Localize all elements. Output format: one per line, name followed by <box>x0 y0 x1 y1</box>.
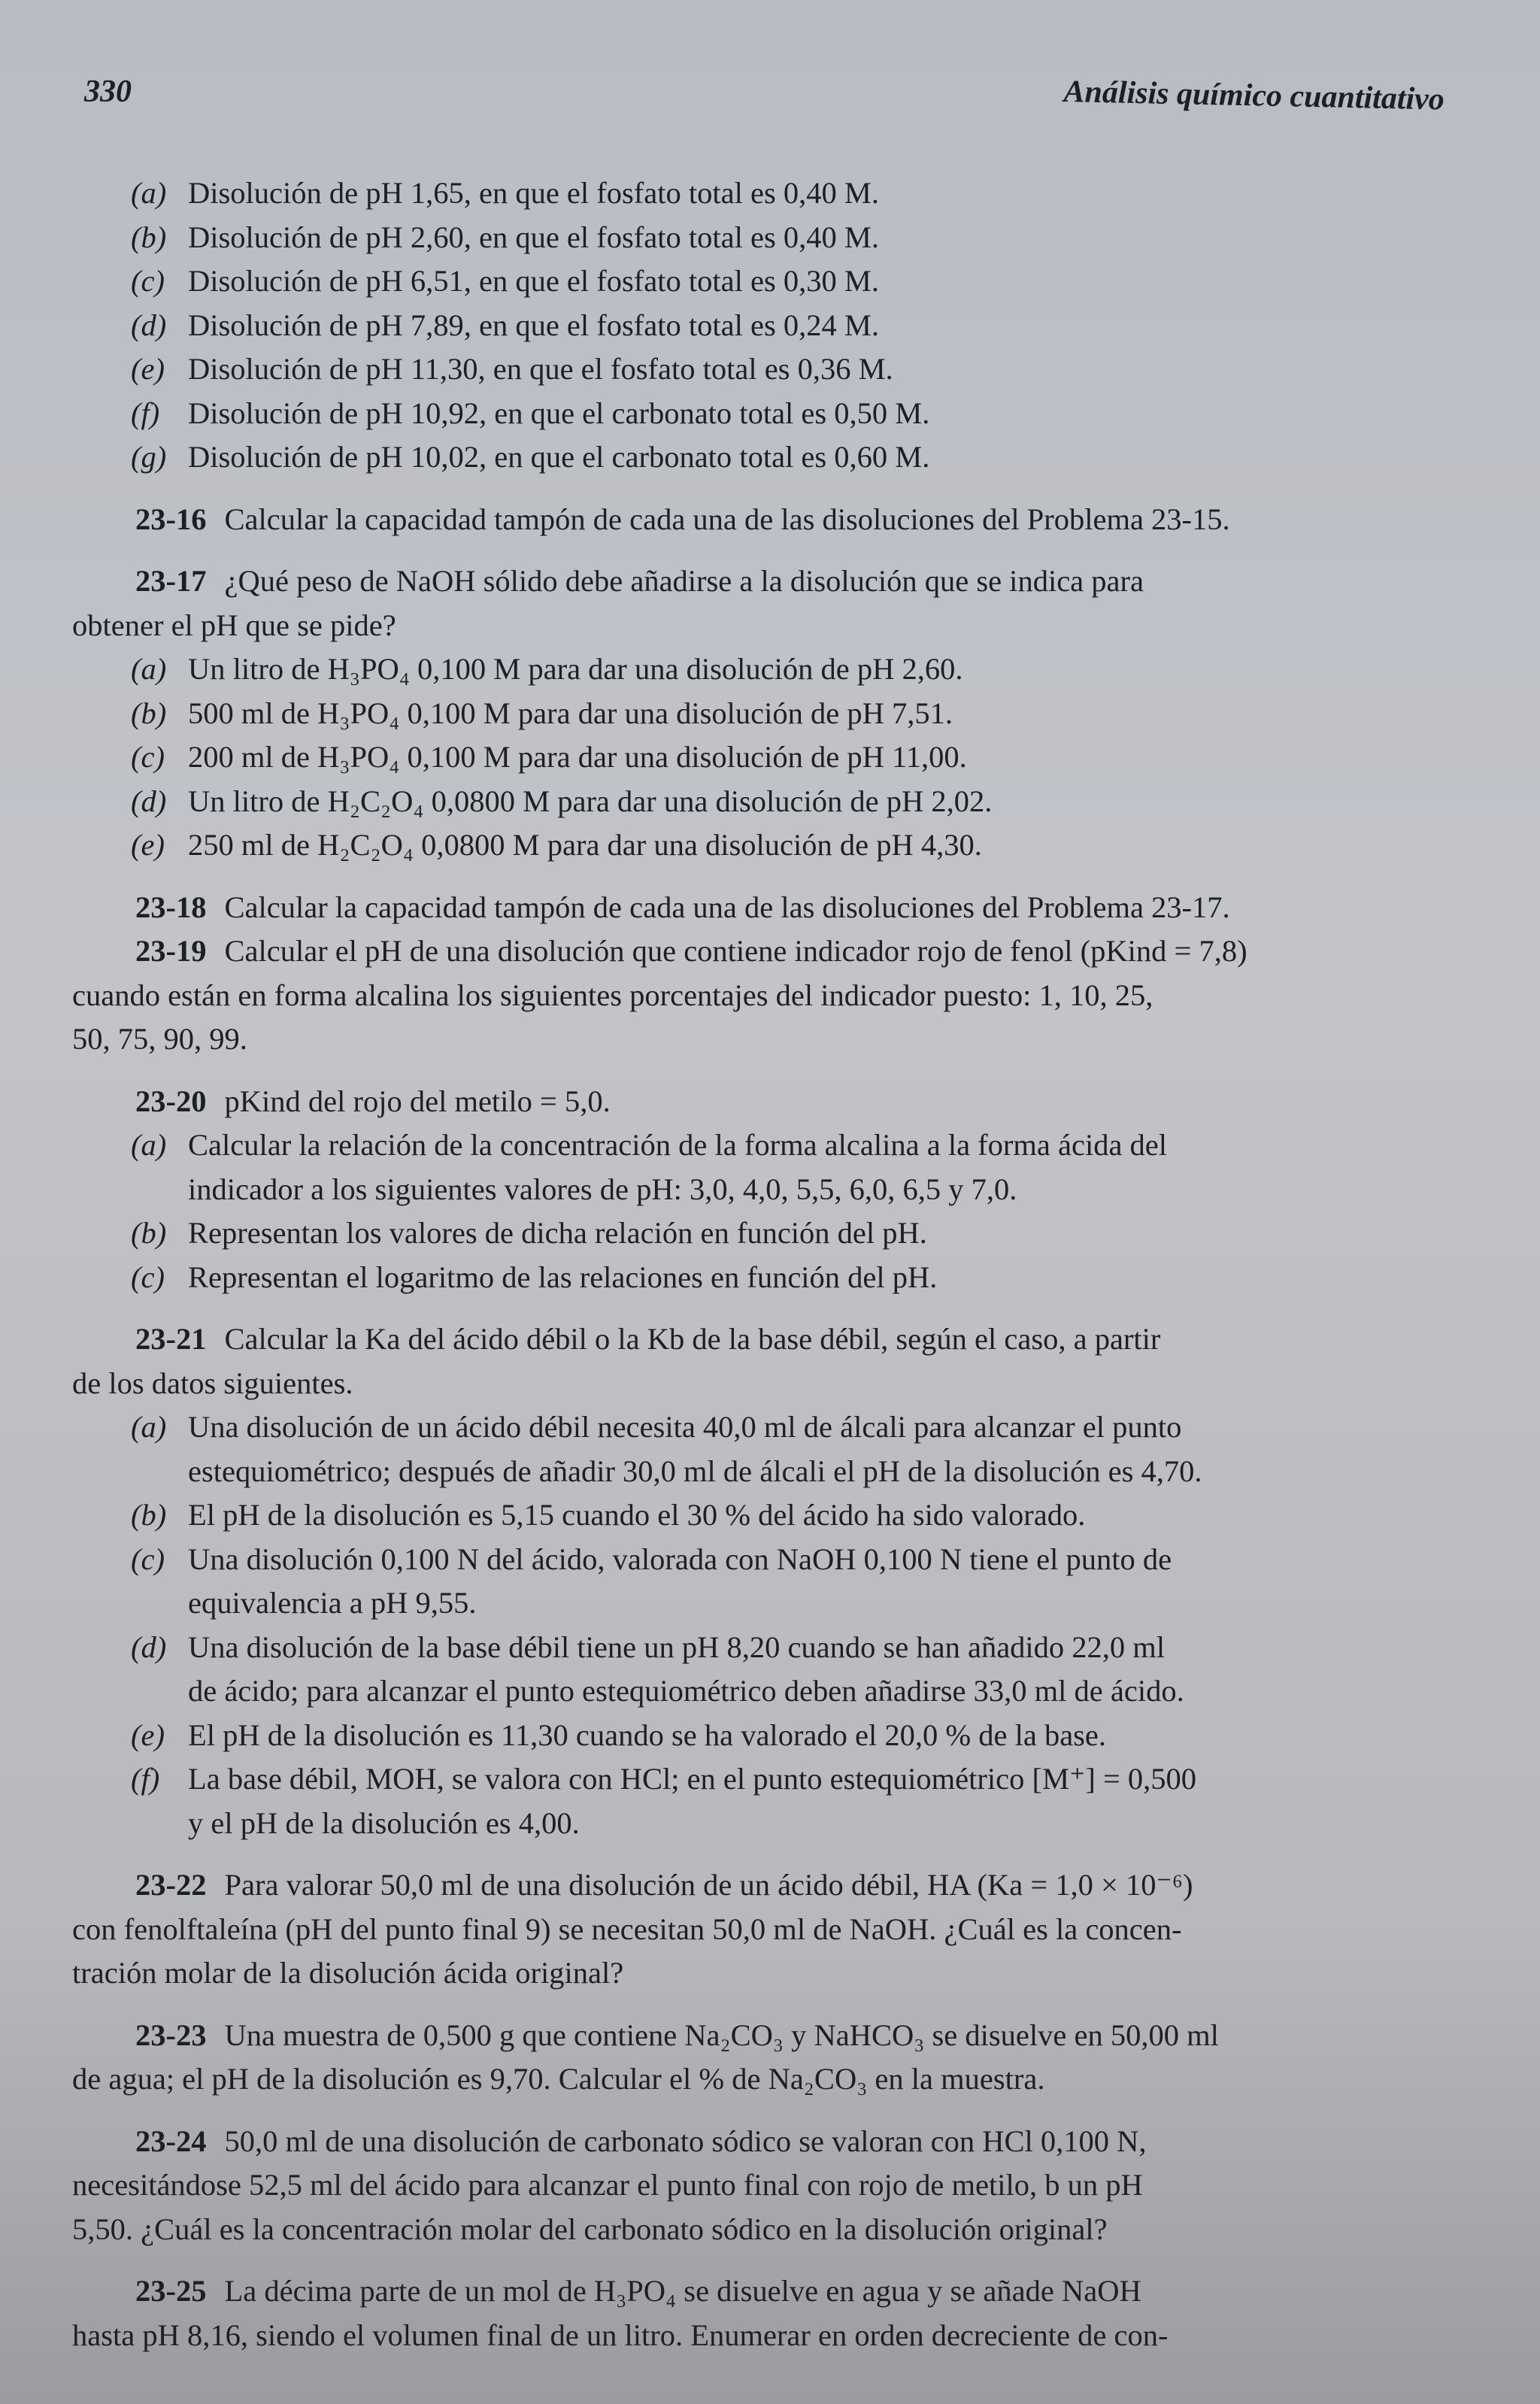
sub-item-label: (g) <box>131 440 167 474</box>
sub-item-line <box>72 1493 1493 1538</box>
problem-line <box>72 1317 1493 1362</box>
sub-item-line <box>72 435 1493 480</box>
sub-item-line <box>72 780 1493 824</box>
line-text: cuando están en forma alcalina los siguientes porcentajes del indicador puesto: 1, 10, 25, <box>72 978 1153 1012</box>
problem-number: 23-20 <box>135 1084 207 1118</box>
body-line <box>72 1017 1493 1062</box>
paragraph-gap <box>72 1996 1493 2014</box>
line-text: Una disolución de un ácido débil necesita 40,0 ml de álcali para alcanzar el punto <box>188 1410 1182 1444</box>
line-text: pKind del rojo del metilo = 5,0. <box>224 1084 611 1118</box>
line-text: 250 ml de H₂C₂O₄ 0,0800 M para dar una disolución de pH 4,30. <box>188 828 982 862</box>
line-text: 50, 75, 90, 99. <box>72 1022 247 1056</box>
line-text: indicador a los siguientes valores de pH: 3,0, 4,0, 5,5, 6,0, 6,5 y 7,0. <box>188 1172 1017 1206</box>
continuation-line <box>72 1669 1493 1714</box>
line-text: El pH de la disolución es 5,15 cuando el 30 % del ácido ha sido valorado. <box>188 1498 1086 1532</box>
line-text: con fenolftaleína (pH del punto final 9) se necesitan 50,0 ml de NaOH. ¿Cuál es la concen- <box>72 1911 1182 1946</box>
problem-line <box>72 929 1493 974</box>
sub-item-line <box>72 259 1493 304</box>
problem-number: 23-18 <box>135 890 207 924</box>
problem-number: 23-21 <box>135 1322 207 1356</box>
problem-line <box>72 559 1493 604</box>
sub-item-line <box>72 1714 1493 1758</box>
paragraph-gap <box>72 868 1493 886</box>
sub-item-label: (d) <box>131 308 167 342</box>
line-text: Calcular la capacidad tampón de cada una de las disoluciones del Problema 23-15. <box>224 502 1230 536</box>
line-text: Para valorar 50,0 ml de una disolución de un ácido débil, HA (Ka = 1,0 × 10⁻⁶) <box>224 1868 1193 1902</box>
body-line <box>72 1362 1493 1406</box>
sub-item-label: (d) <box>131 784 167 818</box>
continuation-line <box>72 1450 1493 1494</box>
problem-line <box>72 2269 1493 2314</box>
paragraph-gap <box>72 2251 1493 2269</box>
line-text: Calcular la Ka del ácido débil o la Kb de la base débil, según el caso, a partir <box>224 1322 1161 1356</box>
line-text: equivalencia a pH 9,55. <box>188 1586 477 1620</box>
sub-item-line <box>72 1123 1493 1168</box>
line-text: La base débil, MOH, se valora con HCl; en el punto estequiométrico [M⁺] = 0,500 <box>188 1762 1197 1796</box>
sub-item-line <box>72 692 1493 736</box>
sub-item-label: (b) <box>131 696 167 730</box>
sub-item-label: (a) <box>131 1410 167 1444</box>
sub-item-label: (a) <box>131 652 167 686</box>
problem-number: 23-19 <box>135 934 207 968</box>
sub-item-line <box>72 1256 1493 1300</box>
sub-item-label: (b) <box>131 1498 167 1532</box>
line-text: Disolución de pH 7,89, en que el fosfato total es 0,24 M. <box>188 308 879 342</box>
body-line <box>72 1951 1493 1996</box>
problem-line <box>72 2014 1493 2058</box>
sub-item-line <box>72 1211 1493 1256</box>
sub-item-label: (e) <box>131 1717 165 1752</box>
sub-item-label: (c) <box>131 740 165 774</box>
sub-item-line <box>72 392 1493 436</box>
problem-line <box>72 2120 1493 2164</box>
continuation-line <box>72 1581 1493 1626</box>
line-text: Una muestra de 0,500 g que contiene Na₂CO₃ y NaHCO₃ se disuelve en 50,00 ml <box>224 2017 1219 2052</box>
body-line <box>72 2208 1493 2252</box>
sub-item-line <box>72 304 1493 348</box>
line-text: y el pH de la disolución es 4,00. <box>188 1805 580 1840</box>
sub-item-line <box>72 1757 1493 1802</box>
running-title: Análisis químico cuantitativo <box>1063 74 1445 117</box>
sub-item-label: (c) <box>131 1542 165 1576</box>
line-text: Representan los valores de dicha relación en función del pH. <box>188 1216 927 1250</box>
page-number: 330 <box>84 74 132 109</box>
sub-item-label: (e) <box>131 352 165 386</box>
sub-item-label: (b) <box>131 1216 167 1250</box>
problem-number: 23-22 <box>135 1868 207 1902</box>
problem-line <box>72 1080 1493 1124</box>
line-text: ¿Qué peso de NaOH sólido debe añadirse a la disolución que se indica para <box>224 564 1144 598</box>
sub-item-label: (f) <box>131 396 160 430</box>
paragraph-gap <box>72 1299 1493 1317</box>
body-line <box>72 2163 1493 2208</box>
line-text: de los datos siguientes. <box>72 1366 353 1400</box>
body-line <box>72 1908 1493 1952</box>
line-text: Un litro de H₂C₂O₄ 0,0800 M para dar una disolución de pH 2,02. <box>188 784 993 818</box>
body-line <box>72 974 1493 1018</box>
line-text: Una disolución de la base débil tiene un pH 8,20 cuando se han añadido 22,0 ml <box>188 1629 1166 1664</box>
line-text: obtener el pH que se pide? <box>72 608 396 642</box>
problem-line <box>72 886 1493 930</box>
line-text: hasta pH 8,16, siendo el volumen final de un litro. Enumerar en orden decreciente de con- <box>72 2318 1169 2352</box>
line-text: 50,0 ml de una disolución de carbonato sódico se valoran con HCl 0,100 N, <box>224 2124 1147 2158</box>
line-text: 500 ml de H₃PO₄ 0,100 M para dar una disolución de pH 7,51. <box>188 696 953 730</box>
continuation-line <box>72 1168 1493 1212</box>
paragraph-gap <box>72 480 1493 498</box>
line-text: Un litro de H₃PO₄ 0,100 M para dar una disolución de pH 2,60. <box>188 652 963 686</box>
problem-number: 23-25 <box>135 2274 207 2308</box>
body-line <box>72 2314 1493 2358</box>
problem-line <box>72 498 1493 542</box>
line-text: 5,50. ¿Cuál es la concentración molar del carbonato sódico en la disolución original? <box>72 2211 1108 2246</box>
line-text: Calcular el pH de una disolución que contiene indicador rojo de fenol (pKind = 7,8) <box>224 934 1247 968</box>
line-text: Calcular la relación de la concentración de la forma alcalina a la forma ácida del <box>188 1128 1168 1162</box>
body-line <box>72 2057 1493 2102</box>
page-body <box>72 171 1493 2357</box>
continuation-line <box>72 1802 1493 1846</box>
sub-item-label: (c) <box>131 1260 165 1294</box>
sub-item-label: (a) <box>131 1128 167 1162</box>
sub-item-line <box>72 1538 1493 1582</box>
paragraph-gap <box>72 1062 1493 1080</box>
sub-item-label: (b) <box>131 220 167 254</box>
line-text: Una disolución 0,100 N del ácido, valorada con NaOH 0,100 N tiene el punto de <box>188 1542 1172 1576</box>
line-text: El pH de la disolución es 11,30 cuando se ha valorado el 20,0 % de la base. <box>188 1717 1107 1752</box>
problem-line <box>72 1863 1493 1908</box>
line-text: La décima parte de un mol de H₃PO₄ se disuelve en agua y se añade NaOH <box>224 2274 1141 2308</box>
problem-number: 23-24 <box>135 2124 207 2158</box>
sub-item-line <box>72 1405 1493 1450</box>
sub-item-line <box>72 823 1493 868</box>
line-text: estequiométrico; después de añadir 30,0 ml de álcali el pH de la disolución es 4,70. <box>188 1454 1202 1488</box>
sub-item-label: (c) <box>131 264 165 298</box>
line-text: Calcular la capacidad tampón de cada una de las disoluciones del Problema 23-17. <box>224 890 1230 924</box>
sub-item-line <box>72 216 1493 260</box>
line-text: de ácido; para alcanzar el punto estequiométrico deben añadirse 33,0 ml de ácido. <box>188 1674 1184 1708</box>
paragraph-gap <box>72 2102 1493 2120</box>
line-text: tración molar de la disolución ácida original? <box>72 1956 624 1990</box>
line-text: Representan el logaritmo de las relaciones en función del pH. <box>188 1260 938 1294</box>
line-text: Disolución de pH 2,60, en que el fosfato total es 0,40 M. <box>188 220 879 254</box>
line-text: necesitándose 52,5 ml del ácido para alcanzar el punto final con rojo de metilo, b un pH <box>72 2168 1143 2202</box>
sub-item-label: (d) <box>131 1629 167 1664</box>
sub-item-label: (a) <box>131 176 167 210</box>
body-line <box>72 604 1493 648</box>
line-text: Disolución de pH 1,65, en que el fosfato total es 0,40 M. <box>188 176 879 210</box>
line-text: Disolución de pH 11,30, en que el fosfato total es 0,36 M. <box>188 352 893 386</box>
sub-item-line <box>72 1626 1493 1670</box>
line-text: Disolución de pH 10,92, en que el carbonato total es 0,50 M. <box>188 396 930 430</box>
sub-item-line <box>72 647 1493 692</box>
line-text: Disolución de pH 10,02, en que el carbonato total es 0,60 M. <box>188 440 930 474</box>
line-text: 200 ml de H₃PO₄ 0,100 M para dar una disolución de pH 11,00. <box>188 740 967 774</box>
paragraph-gap <box>72 1845 1493 1863</box>
line-text: Disolución de pH 6,51, en que el fosfato total es 0,30 M. <box>188 264 879 298</box>
problem-number: 23-17 <box>135 564 207 598</box>
sub-item-label: (e) <box>131 828 165 862</box>
problem-number: 23-23 <box>135 2017 207 2052</box>
sub-item-label: (f) <box>131 1762 160 1796</box>
sub-item-line <box>72 735 1493 780</box>
line-text: de agua; el pH de la disolución es 9,70. Calcular el % de Na₂CO₃ en la muestra. <box>72 2062 1045 2096</box>
sub-item-line <box>72 171 1493 216</box>
problem-number: 23-16 <box>135 502 207 536</box>
sub-item-line <box>72 347 1493 392</box>
paragraph-gap <box>72 541 1493 559</box>
